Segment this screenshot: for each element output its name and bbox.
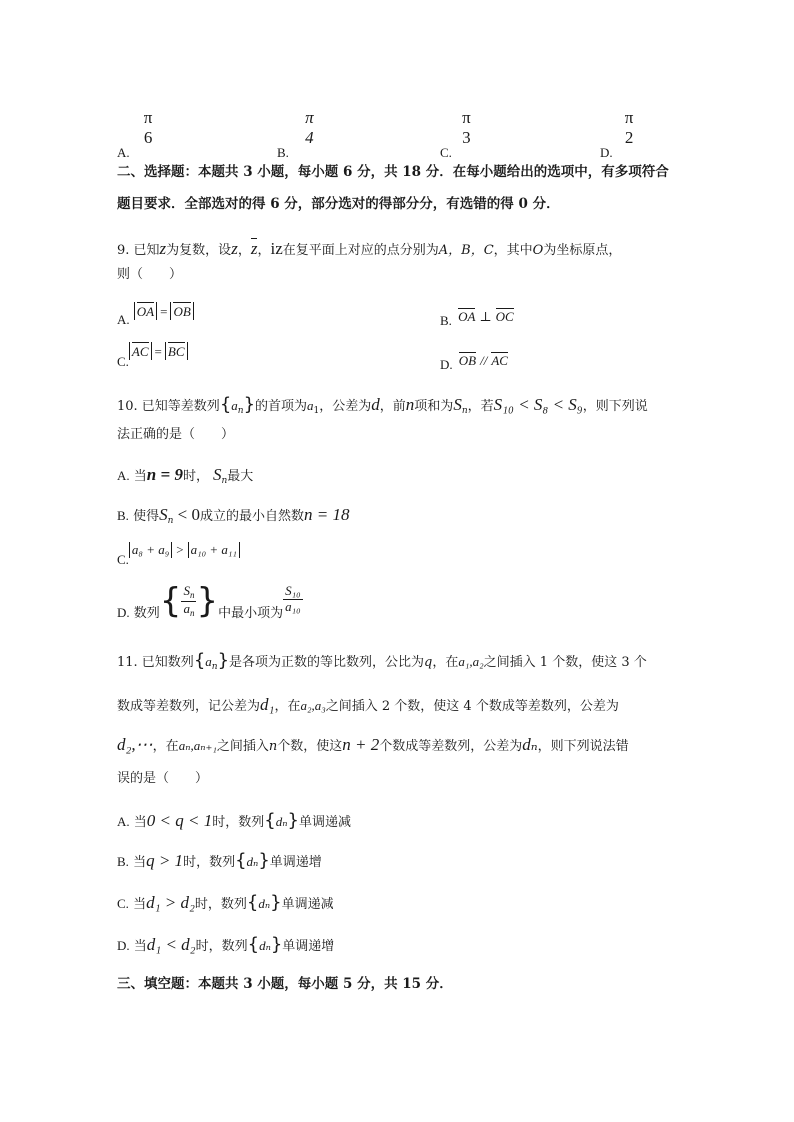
q9-option-d: D. OB // AC xyxy=(440,353,508,372)
section2-line2: 题目要求．全部选对的得 6 分，部分选对的得部分分，有选错的得 0 分． xyxy=(117,196,560,212)
q11-stem-line1: 11. 已知数列$\{a_n\}$是各项为正数的等比数列，公比为q，在a₁,a₂之间插入 1 个数，使这 3 个 xyxy=(117,650,647,672)
section3-heading: 三、填空题：本题共 3 小题，每小题 5 分，共 15 分． xyxy=(117,976,453,992)
q8-option-d: D. π 2 xyxy=(600,108,634,161)
q9-stem-line1: 9. 已知z为复数，设z，z，iz在复平面上对应的点分别为A，B，C，其中O为坐标原点， xyxy=(117,239,622,258)
q10-option-a: A. 当n = 9时， $S_n$最大 xyxy=(117,465,254,486)
q11-option-c: C. 当d₁ > d₂时，数列{dₙ}单调递减 xyxy=(117,892,334,913)
q10-stem-line2: 法正确的是（ ） xyxy=(117,427,235,442)
q11-option-b: B. 当q > 1时，数列{dₙ}单调递增 xyxy=(117,850,322,871)
q8-option-c: C. π 3 xyxy=(440,108,471,161)
q9-option-c: C.AC = BC xyxy=(117,342,188,360)
q11-stem-line3: d₂,⋯，在aₙ,aₙ₊₁之间插入n个数，使这n + 2个数成等差数列，公差为dₙ，则下列说法错 xyxy=(117,735,629,754)
q11-stem-line4: 误的是（ ） xyxy=(117,771,209,786)
q11-stem-line2: 数成等差数列，记公差为d₁，在a₂,a₃之间插入 2 个数，使这 4 个数成等差数列，公差为 xyxy=(117,695,619,714)
q9-option-b: B. OA ⊥ OC xyxy=(440,309,514,328)
q9-stem-line2: 则（ ） xyxy=(117,267,183,282)
q10-option-c: C.a₈ + a₉ > a₁₀ + a₁₁ xyxy=(117,542,240,558)
q10-option-d: D. 数列{ $\frac{S_n}{a_n}$ }中最小项为 $\frac{\text{S₁₀}}{\text{a₁₀}}$ xyxy=(117,581,301,621)
q11-option-d: D. 当d₁ < d₂时，数列{dₙ}单调递增 xyxy=(117,934,335,955)
q10-option-b: B. 使得$S_n < 0$成立的最小自然数n = 18 xyxy=(117,505,350,526)
q9-option-a: A. OA = OB xyxy=(117,302,194,320)
section2-line1: 二、选择题：本题共 3 小题，每小题 6 分，共 18 分．在每小题给出的选项中，有多项符合 xyxy=(117,164,669,180)
q8-option-a: A. π 6 xyxy=(117,108,153,161)
q8-option-b: B. π 4 xyxy=(277,108,314,161)
q10-stem-line1: 10. 已知等差数列$\{a_n\}$的首项为$a_1$，公差为d，前n项和为$S_n$，若S₁₀ < S₈ < S₉，则下列说 xyxy=(117,394,648,416)
q11-option-a: A. 当0 < q < 1时，数列{dₙ}单调递减 xyxy=(117,810,351,831)
